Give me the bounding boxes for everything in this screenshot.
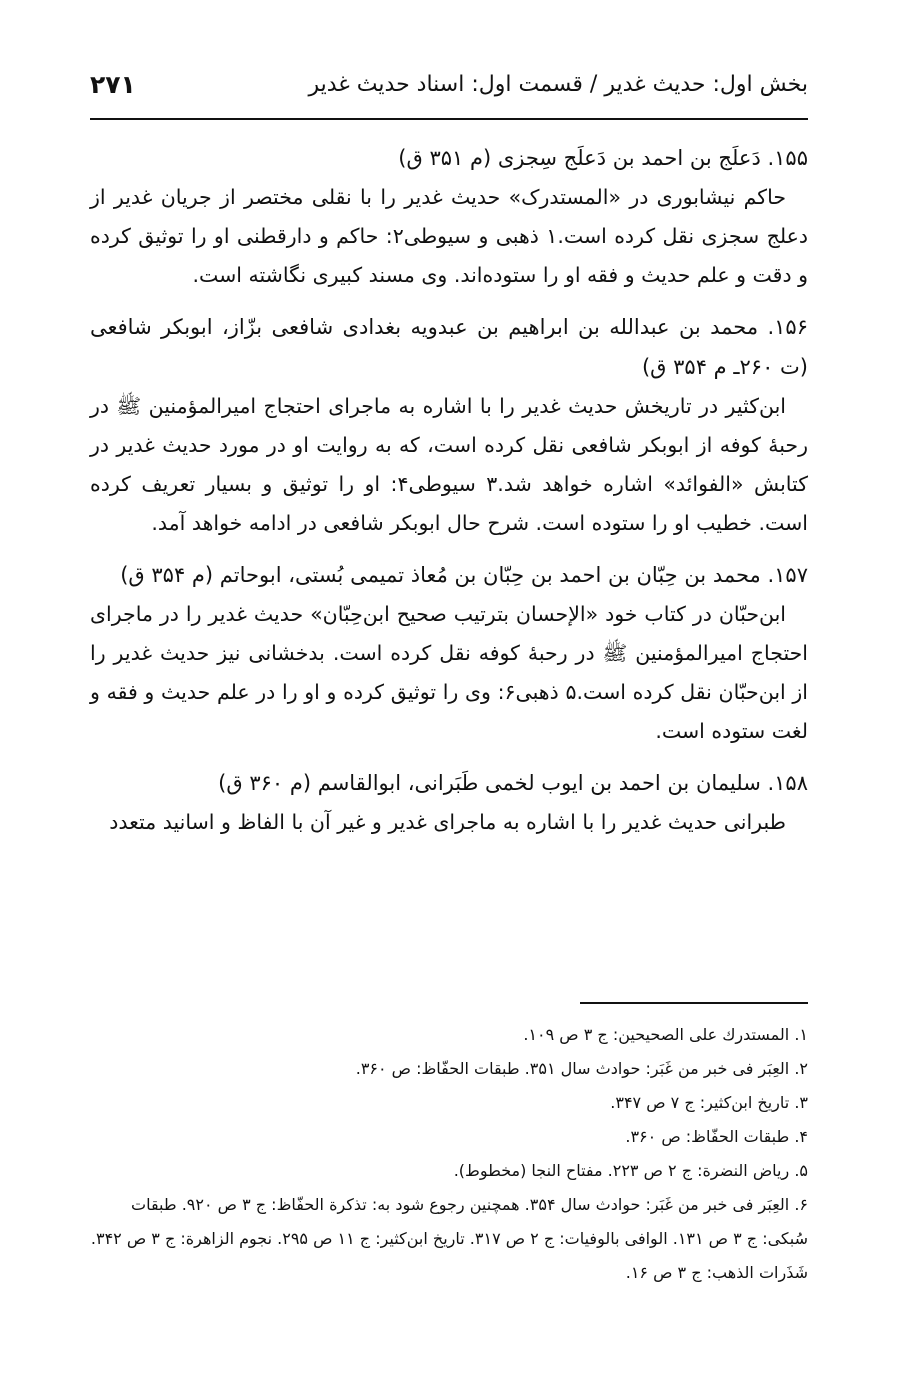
header-rule: [90, 118, 808, 120]
entry-155: [90, 138, 808, 295]
entry-paragraph: حاکم نیشابوری در «المستدرک» حدیث غدیر را با نقلی مختصر از جریان غدیر از دعلج سجزی نقل کرده است.۱ ذهبی و سیوطی۲: حاکم و دارقطنی او را توثیق کرده و دقت و علم حدیث و فقه او را ستوده‌اند. وی مسند کبیری نگاشته است.: [90, 185, 808, 287]
entry-heading: ۱۵۵. دَعلَج بن احمد بن دَعلَج سِجزی (م ۳۵۱ ق): [398, 146, 808, 170]
entry-156: [90, 307, 808, 543]
entry-paragraph: طبرانی حدیث غدیر را با اشاره به ماجرای غدیر و غیر آن با الفاظ و اسانید متعدد: [109, 810, 786, 834]
entry-heading: ۱۵۸. سلیمان بن احمد بن ایوب لخمی طَبَرانی، ابوالقاسم (م ۳۶۰ ق): [218, 771, 808, 795]
entry-157: [90, 555, 808, 751]
page-header: [90, 72, 808, 106]
page-number: ۲۷۱: [90, 70, 136, 99]
footnote: ۲. العِبَر فى خبر من غَبَر: حوادث سال ۳۵۱. طبقات الحفّاظ: ص ۳۶۰.: [355, 1059, 808, 1078]
page-body: [90, 138, 808, 854]
entry-paragraph: ابن‌کثیر در تاریخش حدیث غدیر را با اشاره به ماجرای احتجاج امیرالمؤمنین ﷺ در رحبهٔ کوفه از ابوبکر شافعی نقل کرده است، که به روایت او در مورد حدیث غدیر در کتابش «الفوائد» اشاره خواهد شد.۳ سیوطی۴: او را توثیق و بسیار تعریف کرده است. خطیب او را ستوده است. شرح حال ابوبکر شافعی در ادامه خواهد آمد.: [90, 394, 808, 535]
footnote: ۶. العِبَر فى خبر من غَبَر: حوادث سال ۳۵۴. همچنین رجوع شود به: تذكرة الحفّاظ: ج ۳ ص ۹۲۰. طبقات سُبكى: ج ۳ ص ۱۳۱. الوافى بالوفيات: ج ۲ ص ۳۱۷. تاریخ ابن‌کثیر: ج ۱۱ ص ۲۹۵. نجوم الزاهرة: ج ۳ ص ۳۴۲. شَذَرات الذهب: ج ۳ ص ۱۶.: [90, 1195, 808, 1282]
footnotes: [90, 1018, 808, 1290]
entry-heading: ۱۵۷. محمد بن حِبّان بن احمد بن حِبّان بن مُعاذ تمیمی بُستی، ابوحاتم (م ۳۵۴ ق): [120, 563, 808, 587]
entry-paragraph: ابن‌حبّان در کتاب خود «الإحسان بترتیب صحیح ابن‌حِبّان» حدیث غدیر را در ماجرای احتجاج امیرالمؤمنین ﷺ در رحبهٔ کوفه نقل کرده است. بدخشانی نیز حدیث غدیر را از ابن‌حبّان نقل کرده است.۵ ذهبی۶: وی را توثیق کرده و او را در علم حدیث و فقه و لغت ستوده است.: [90, 602, 808, 743]
footnote: ۴. طبقات الحفّاظ: ص ۳۶۰.: [625, 1127, 808, 1146]
footnote: ۵. ریاض النضرة: ج ۲ ص ۲۲۳. مفتاح النجا (مخطوط).: [453, 1161, 808, 1180]
footnote: ۳. تاریخ ابن‌کثیر: ج ۷ ص ۳۴۷.: [610, 1093, 808, 1112]
footnote: ۱. المستدرك على الصحيحين: ج ۳ ص ۱۰۹.: [523, 1025, 808, 1044]
footnote-separator: [580, 1002, 808, 1004]
entry-158: [90, 763, 808, 842]
entry-heading: ۱۵۶. محمد بن عبدالله بن ابراهیم بن عبدویه بغدادی شافعی بزّاز، ابوبکر شافعی (ت ۲۶۰ـ م ۳۵۴ ق): [90, 315, 808, 379]
running-title: بخش اول: حدیث غدیر / قسمت اول: اسناد حدیث غدیر: [308, 72, 808, 97]
